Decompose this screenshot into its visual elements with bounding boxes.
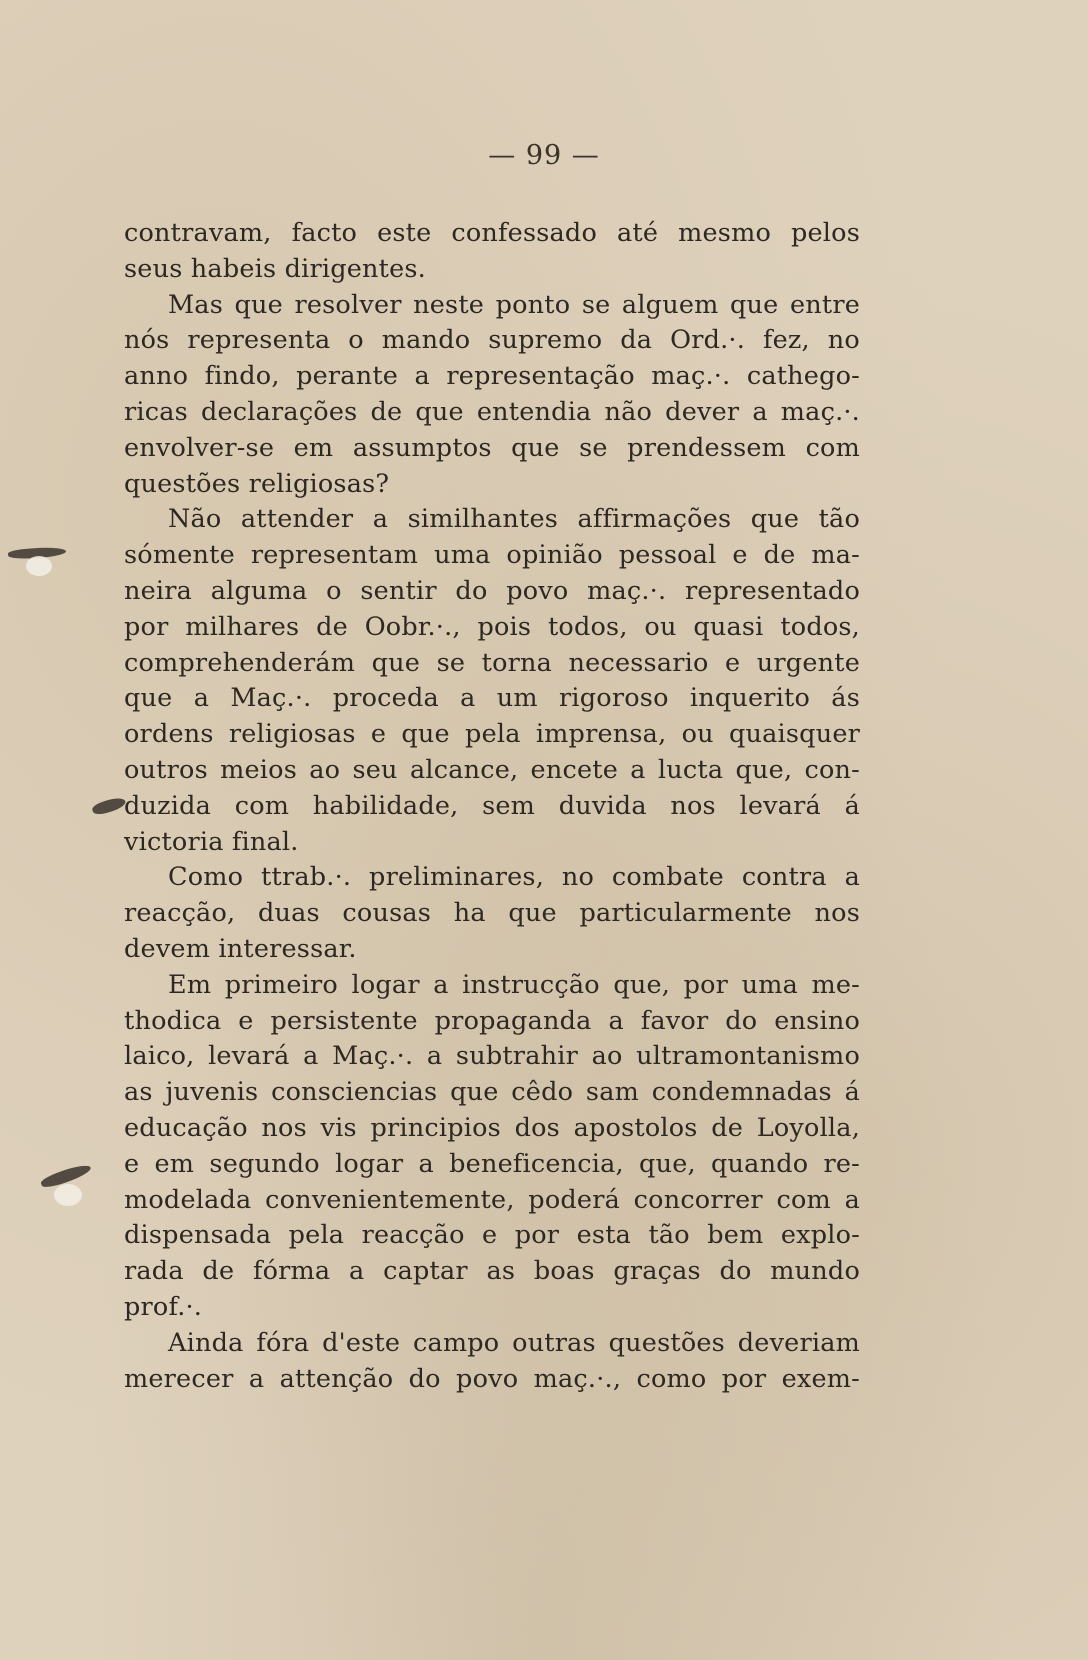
text-line: e em segundo logar a beneficencia, que, quando re- (124, 1148, 860, 1179)
text-line: laico, levará a Maç.·. a subtrahir ao ultramontanismo (124, 1041, 860, 1072)
text-line: Mas que resolver neste ponto se alguem que entre (168, 289, 860, 320)
text-line: Ainda fóra d'este campo outras questões deveriam (168, 1327, 860, 1358)
text-line: educação nos vis principios dos apostolos de Loyolla, (124, 1112, 860, 1143)
text-line: victoria final. (124, 826, 299, 857)
binding-thread-mark-middle (91, 795, 127, 817)
text-line: nós representa o mando supremo da Ord.·. fez, no (124, 325, 860, 356)
text-line: thodica e persistente propaganda a favor do ensino (124, 1005, 860, 1036)
text-line: as juvenis consciencias que cêdo sam condemnadas á (124, 1077, 860, 1108)
text-line: devem interessar. (124, 933, 357, 964)
text-line: seus habeis dirigentes. (124, 253, 426, 284)
page-number: — 99 — (488, 140, 600, 171)
text-line: por milhares de Oobr.·., pois todos, ou quasi todos, (124, 611, 860, 642)
text-line: modelada convenientemente, poderá concorrer com a (124, 1184, 860, 1215)
text-line: prof.·. (124, 1291, 203, 1322)
text-line: comprehenderám que se torna necessario e urgente (124, 647, 860, 678)
text-line: envolver-se em assumptos que se prendessem com (124, 432, 860, 463)
text-line: questões religiosas? (124, 468, 390, 499)
text-line: neira alguma o sentir do povo maç.·. representado (124, 575, 860, 606)
binding-hole-lower (54, 1184, 82, 1206)
text-line: rada de fórma a captar as boas graças do mundo (124, 1256, 860, 1287)
text-line: outros meios ao seu alcance, encete a lucta que, con- (124, 754, 860, 785)
text-line: merecer a attenção do povo maç.·., como por exem- (124, 1363, 860, 1394)
text-line: Como ttrab.·. preliminares, no combate contra a (168, 862, 860, 893)
text-line: duzida com habilidade, sem duvida nos levará á (124, 790, 860, 821)
text-line: ordens religiosas e que pela imprensa, ou quaisquer (124, 719, 860, 750)
text-line: reacção, duas cousas ha que particularmente nos (124, 898, 860, 929)
binding-hole-upper (26, 556, 52, 576)
text-line: ricas declarações de que entendia não dever a maç.·. (124, 396, 860, 427)
text-line: Não attender a similhantes affirmações que tão (168, 504, 860, 535)
text-line: contravam, facto este confessado até mesmo pelos (124, 218, 860, 248)
text-line: que a Maç.·. proceda a um rigoroso inquerito ás (124, 683, 860, 714)
text-line: sómente representam uma opinião pessoal e de ma- (124, 540, 860, 571)
text-line: anno findo, perante a representação maç.·. cathego- (124, 361, 860, 392)
text-line: Em primeiro logar a instrucção que, por uma me- (168, 969, 860, 1000)
text-line: dispensada pela reacção e por esta tão bem explo- (124, 1220, 860, 1251)
body-text (124, 216, 860, 1397)
